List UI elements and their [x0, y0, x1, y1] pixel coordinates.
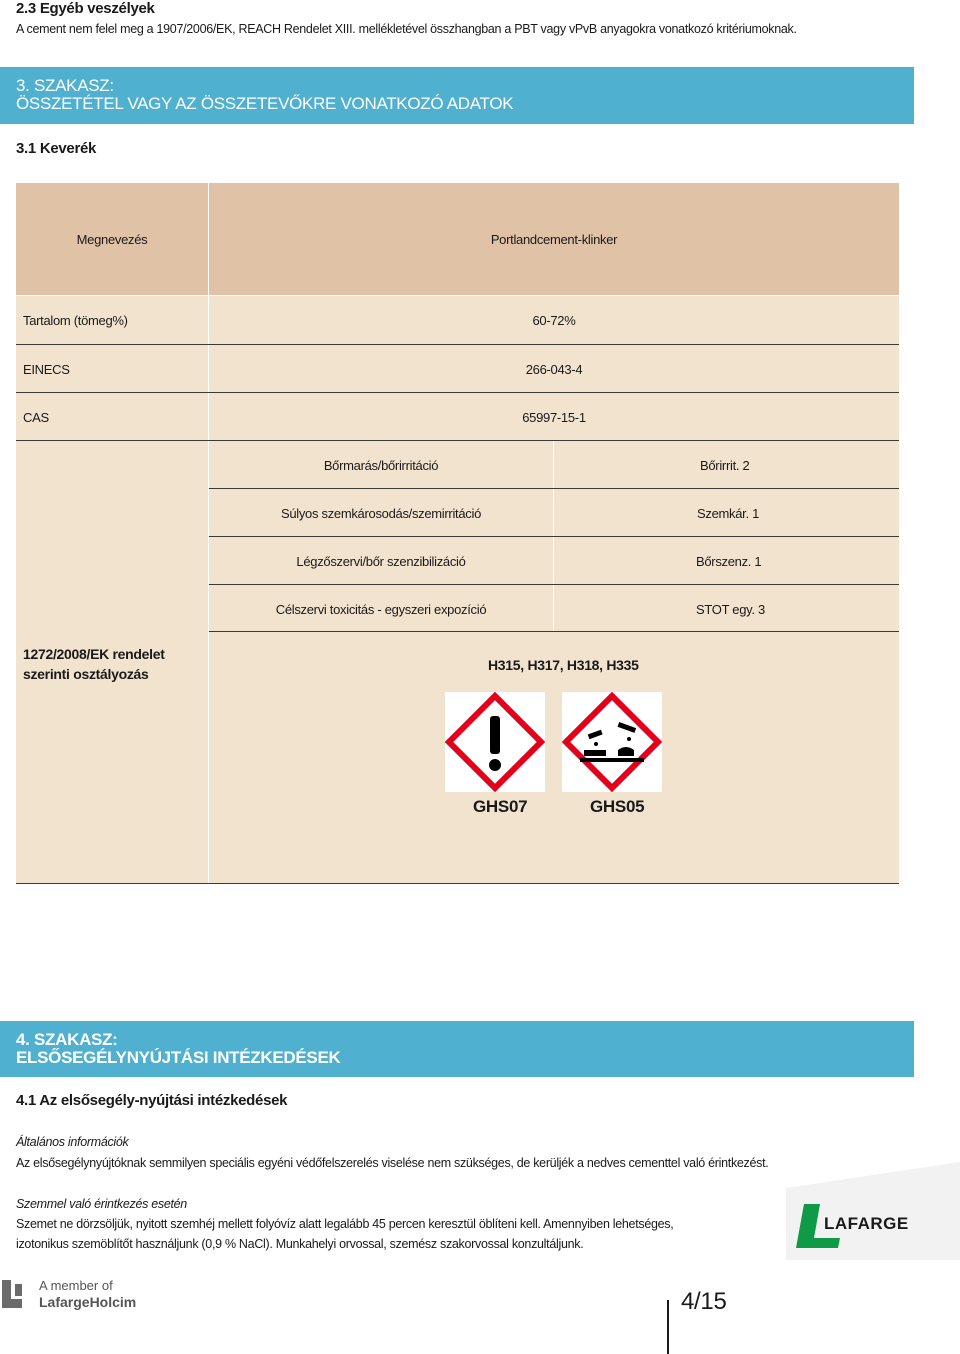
row-label-content: Tartalom (tömeg%): [23, 312, 128, 328]
row-label-cas: CAS: [23, 409, 49, 425]
hazard-code-eye-damage: Szemkár. 1: [697, 505, 760, 521]
row-value-content: 60-72%: [532, 312, 576, 328]
member-line2: LafargeHolcim: [39, 1294, 137, 1310]
member-line1: A member of: [39, 1278, 113, 1293]
header-label: Megnevezés: [76, 231, 148, 247]
hazard-code-stot: STOT egy. 3: [696, 601, 765, 617]
section-2-3-text: A cement nem felel meg a 1907/2006/EK, REACH Rendelet XIII. mellékletével összhangban a PBT vagy vPvB anyagokra vonatkozó kritériumoknak.: [16, 22, 797, 36]
hazard-name-eye-damage: Súlyos szemkárosodás/szemirritáció: [280, 505, 482, 521]
section-3-banner: [0, 67, 914, 124]
section-3-banner-line1: 3. SZAKASZ:: [16, 76, 114, 95]
section-4-1-subtitle: 4.1 Az elsősegély-nyújtási intézkedések: [16, 1092, 288, 1109]
classification-label-line2: szerinti osztályozás: [23, 666, 149, 682]
section-4-banner: [0, 1021, 914, 1077]
section-2-3-title: 2.3 Egyéb veszélyek: [16, 0, 155, 17]
lafarge-logo-text: LAFARGE: [824, 1214, 909, 1233]
eye-contact-heading: Szemmel való érintkezés esetén: [16, 1197, 187, 1211]
row-value-cas: 65997-15-1: [522, 409, 586, 425]
hazard-code-sensitisation: Bőrszenz. 1: [696, 553, 762, 569]
classification-label-line1: 1272/2008/EK rendelet: [23, 646, 165, 662]
eye-contact-text-line1: Szemet ne dörzsöljük, nyitott szemhéj mellett folyóvíz alatt legalább 45 percen keresztül öblíteni kell. Amennyiben lehetséges,: [16, 1217, 674, 1231]
ghs05-corrosion-icon: [562, 692, 662, 792]
general-info-text: Az elsősegélynyújtóknak semmilyen speciális egyéni védőfelszerelés viselése nem szükséges, de kerüljék a nedves cementtel való érintkezést.: [16, 1156, 769, 1170]
general-info-heading: Általános információk: [16, 1135, 129, 1149]
classification-label: [23, 644, 165, 684]
hazard-name-sensitisation: Légzőszervi/bőr szenzibilizáció: [296, 553, 466, 569]
page-number: 4/15: [681, 1288, 727, 1315]
hazard-name-skin-irritation: Bőrmarás/bőrirritáció: [323, 457, 439, 473]
page-number-divider: [667, 1300, 669, 1354]
hazard-name-stot: Célszervi toxicitás - egyszeri expozíció: [275, 601, 487, 617]
section-4-banner-line2: ELSŐSEGÉLYNYÚJTÁSI INTÉZKEDÉSEK: [16, 1048, 341, 1067]
hazard-code-skin-irritation: Bőrirrit. 2: [700, 457, 750, 473]
row-label-einecs: EINECS: [23, 361, 70, 377]
lafargeholcim-mark-icon: [2, 1280, 30, 1308]
lafarge-logo: [784, 1160, 960, 1260]
eye-contact-text-line2: izotonikus szemöblítőt használjunk (0,9 % NaCl). Munkahelyi orvossal, szemész szakorvossal konzultáljunk.: [16, 1237, 584, 1251]
row-value-einecs: 266-043-4: [525, 361, 583, 377]
section-3-banner-line2: ÖSSZETÉTEL VAGY AZ ÖSSZETEVŐKRE VONATKOZÓ ADATOK: [16, 94, 514, 113]
header-value: Portlandcement-klinker: [490, 231, 618, 247]
ghs07-label: GHS07: [473, 797, 528, 816]
h-statements: H315, H317, H318, H335: [488, 657, 639, 673]
section-4-banner-line1: 4. SZAKASZ:: [16, 1030, 118, 1049]
ghs05-label: GHS05: [590, 797, 645, 816]
section-3-1-subtitle: 3.1 Keverék: [16, 140, 97, 157]
ghs07-exclamation-icon: [445, 692, 545, 792]
